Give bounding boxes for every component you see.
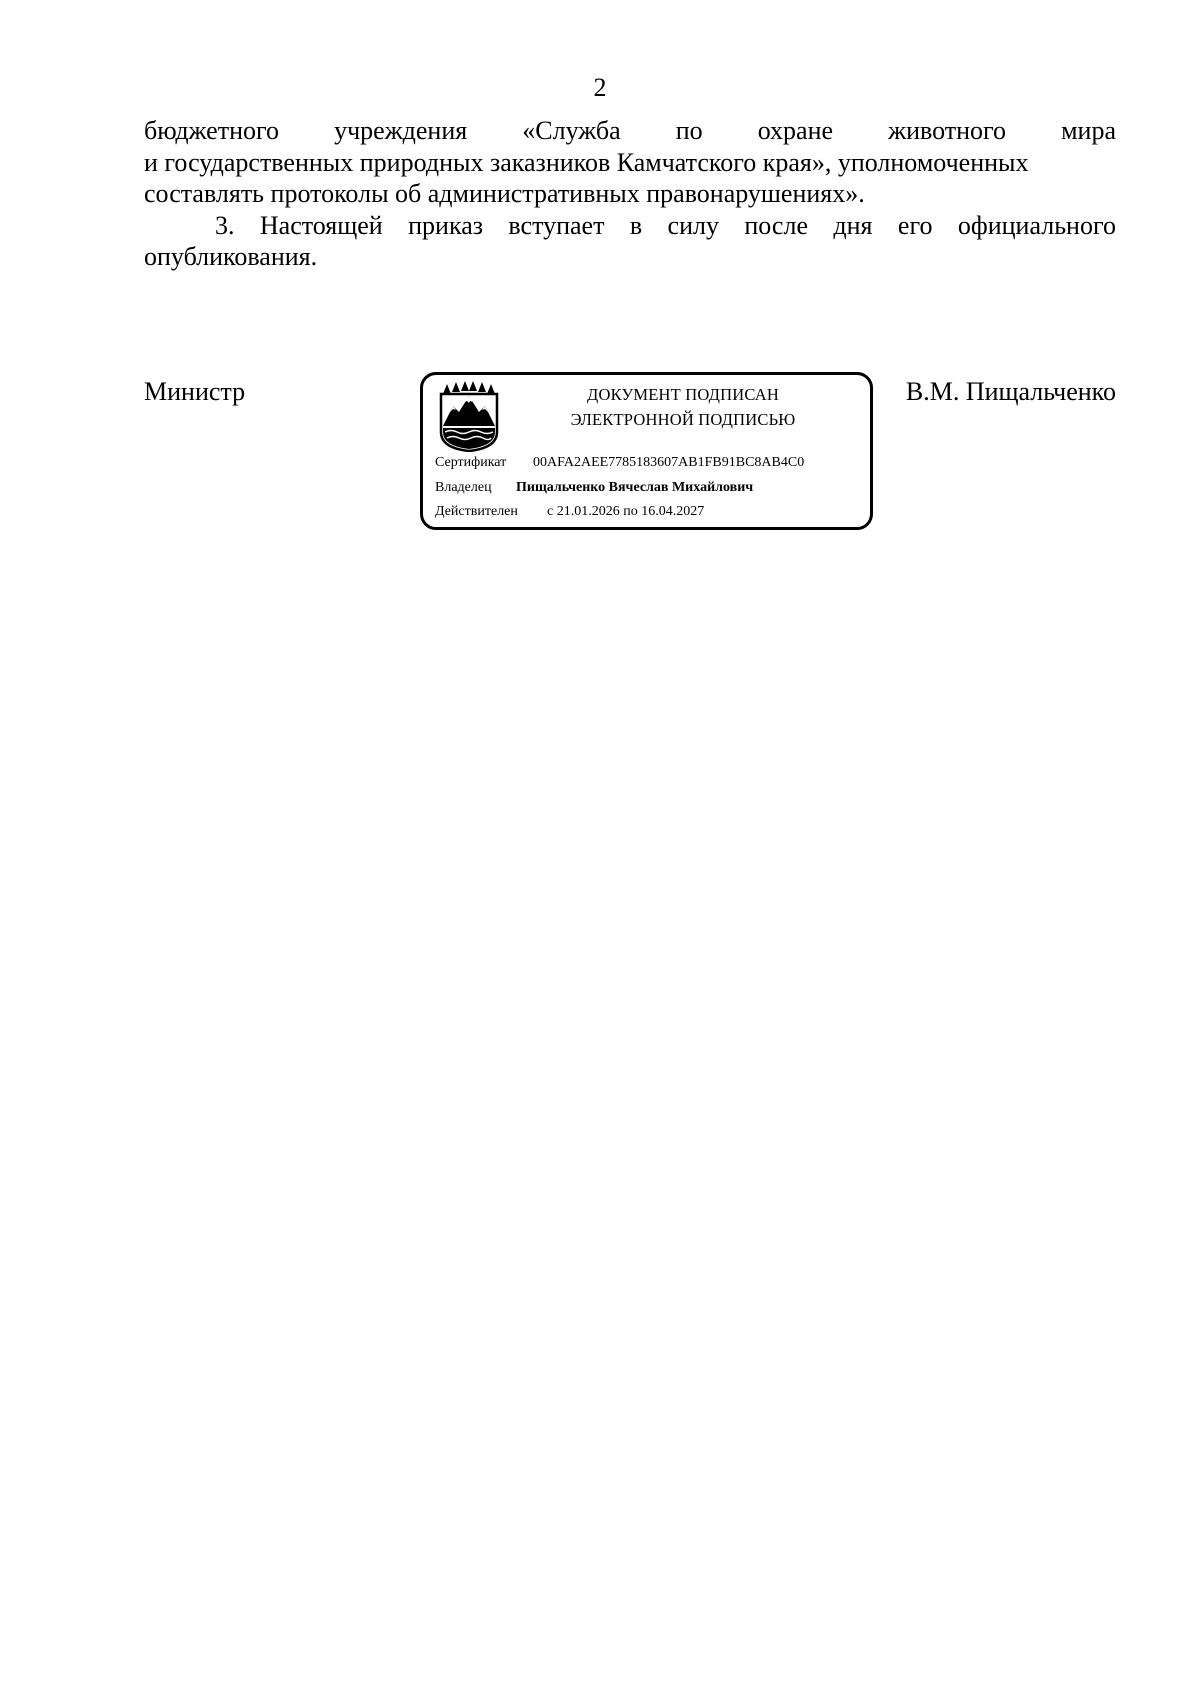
validity-label: Действителен	[435, 504, 518, 519]
paragraph-item-3	[144, 210, 1116, 273]
text-line: 3. Настоящей приказ вступает в силу после дня его официального	[215, 210, 1116, 240]
stamp-subtitle: ЭЛЕКТРОННОЙ ПОДПИСЬЮ	[570, 410, 796, 429]
electronic-signature-stamp	[420, 372, 873, 530]
text-line: составлять протоколы об административных правонарушениях».	[144, 179, 865, 208]
certificate-value: 00AFA2AEE7785183607AB1FB91BC8AB4C0	[533, 455, 805, 470]
document-body	[144, 115, 1116, 273]
certificate-label: Сертификат	[435, 455, 507, 470]
validity-value: с 21.01.2026 по 16.04.2027	[547, 504, 705, 519]
signer-position: Министр	[144, 377, 246, 406]
stamp-owner-row	[435, 479, 753, 497]
owner-value: Пищальченко Вячеслав Михайлович	[516, 480, 754, 495]
stamp-certificate-row	[435, 454, 804, 472]
stamp-validity-row	[435, 503, 704, 521]
signer-name: В.М. Пищальченко	[905, 377, 1116, 406]
text-line: опубликования.	[144, 242, 318, 271]
stamp-title: ДОКУМЕНТ ПОДПИСАН	[587, 385, 779, 404]
owner-label: Владелец	[435, 480, 492, 495]
text-line: и государственных природных заказников Камчатского края», уполномоченных	[144, 147, 1029, 177]
paragraph-continuation	[144, 115, 1116, 210]
text-line: бюджетного учреждения «Служба по охране животного мира	[144, 116, 1116, 145]
page-number: 2	[593, 73, 607, 102]
kamchatka-coat-of-arms-icon	[437, 380, 501, 452]
